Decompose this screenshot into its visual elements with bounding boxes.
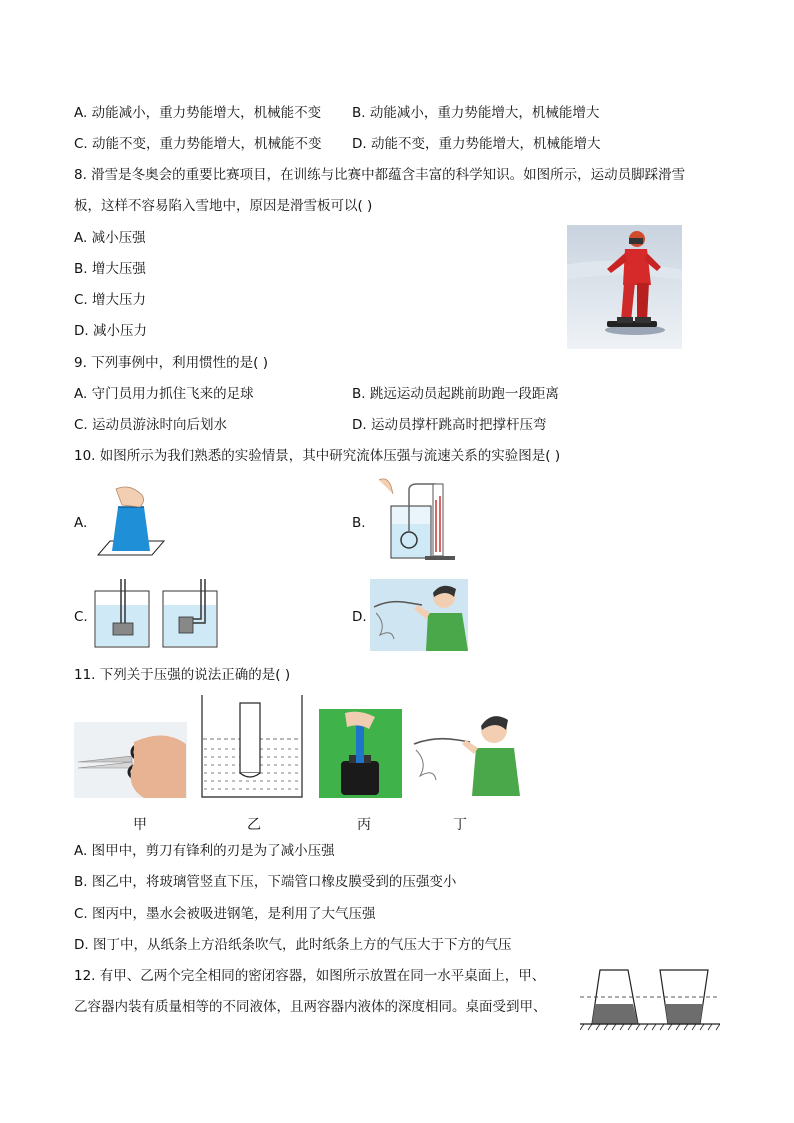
q11-option-c: C. 图丙中，墨水会被吸进钢笔，是利用了大气压强: [74, 906, 376, 922]
q8-option-c: C. 增大压力: [74, 292, 147, 308]
q12-stem-line2: 乙容器内装有质量相等的不同液体，且两容器内液体的深度相同。桌面受到甲、: [74, 999, 547, 1015]
q12-figure-two-containers: [580, 966, 720, 1032]
q9-option-b: B. 跳远运动员起跳前助跑一段距离: [352, 386, 559, 402]
q11-option-b: B. 图乙中，将玻璃管竖直下压，下端管口橡皮膜受到的压强变小: [74, 874, 457, 890]
q10-figure-d-blowing-paper: [370, 579, 468, 651]
q8-stem-line1: 8. 滑雪是冬奥会的重要比赛项目，在训练与比赛中都蕴含丰富的科学知识。如图所示，运动员脚踩滑雪: [74, 167, 686, 183]
q7-option-b: B. 动能减小，重力势能增大，机械能增大: [352, 105, 600, 121]
q11-option-a: A. 图甲中，剪刀有锋利的刃是为了减小压强: [74, 843, 335, 859]
q10-label-d: D.: [352, 609, 367, 625]
q8-option-a: A. 减小压强: [74, 230, 146, 246]
q12-stem-line1: 12. 有甲、乙两个完全相同的密闭容器，如图所示放置在同一水平桌面上，甲、: [74, 968, 546, 984]
q8-stem-line2: 板，这样不容易陷入雪地中，原因是滑雪板可以( ): [74, 198, 373, 214]
q10-figure-b-pressure-gauge: [369, 476, 459, 566]
q11-figure-jia-scissors: [74, 722, 187, 798]
q11-figure-bing-fountain-pen: [319, 709, 402, 798]
q10-stem: 10. 如图所示为我们熟悉的实验情景，其中研究流体压强与流速关系的实验图是( ): [74, 448, 561, 464]
q7-option-d: D. 动能不变，重力势能增大，机械能增大: [352, 136, 601, 152]
q11-stem: 11. 下列关于压强的说法正确的是( ): [74, 667, 291, 683]
q10-figure-c-liquid-pressure: [93, 579, 223, 651]
q9-option-c: C. 运动员游泳时向后划水: [74, 417, 228, 433]
q11-caption-yi: 乙: [247, 817, 261, 833]
q10-label-b: B.: [352, 515, 366, 531]
q10-figure-a-inverted-cup: [96, 479, 166, 559]
q11-option-d: D. 图丁中，从纸条上方沿纸条吹气，此时纸条上方的气压大于下方的气压: [74, 937, 512, 953]
q8-option-b: B. 增大压强: [74, 261, 146, 277]
q9-stem: 9. 下列事例中，利用惯性的是( ): [74, 355, 268, 371]
q9-option-d: D. 运动员撑杆跳高时把撑杆压弯: [352, 417, 547, 433]
q11-caption-ding: 丁: [453, 817, 467, 833]
q10-label-c: C.: [74, 609, 88, 625]
skier-photo: [567, 225, 682, 349]
q11-caption-jia: 甲: [133, 817, 147, 833]
q7-option-c: C. 动能不变，重力势能增大，机械能不变: [74, 136, 322, 152]
q11-figure-yi-glass-tube: [200, 695, 304, 798]
q8-option-d: D. 减小压力: [74, 323, 147, 339]
q11-caption-bing: 丙: [357, 817, 371, 833]
q9-option-a: A. 守门员用力抓住飞来的足球: [74, 386, 254, 402]
q11-figure-ding-blowing-paper: [410, 708, 522, 796]
q10-label-a: A.: [74, 515, 88, 531]
q7-option-a: A. 动能减小，重力势能增大，机械能不变: [74, 105, 322, 121]
